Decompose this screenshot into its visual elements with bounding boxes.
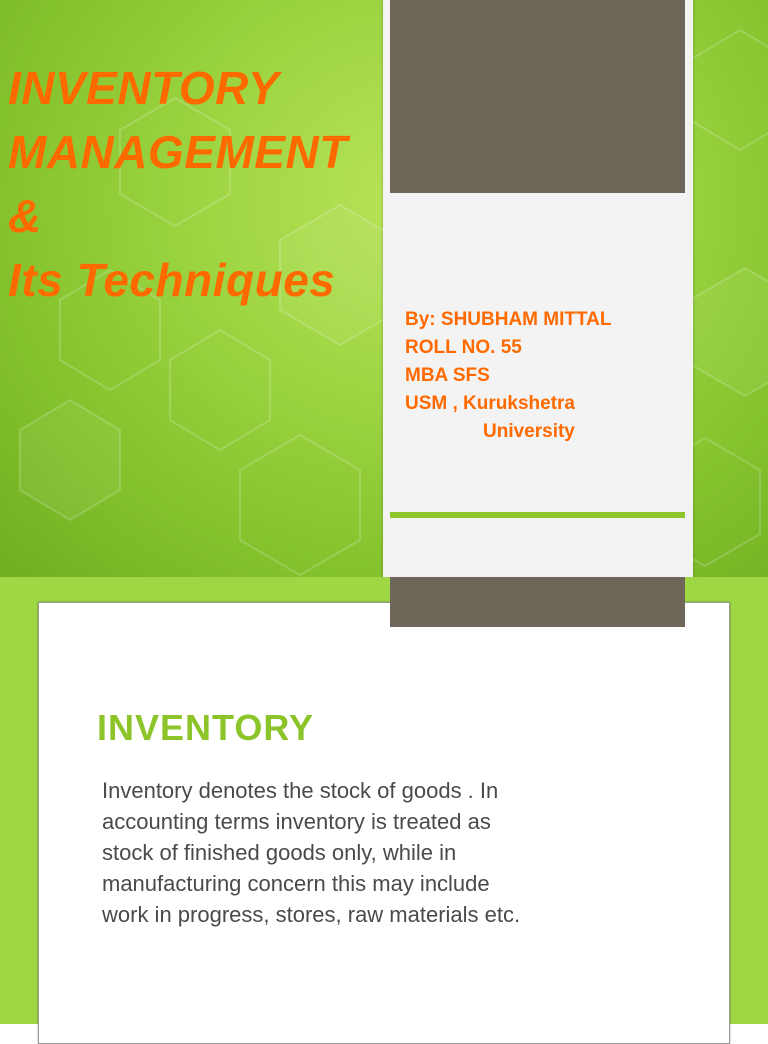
- panel-top-block: [390, 0, 685, 193]
- body-line: accounting terms inventory is treated as: [102, 809, 491, 834]
- slide-title: [8, 56, 428, 312]
- title-line: &: [8, 190, 42, 242]
- byline-line: University: [483, 421, 575, 442]
- panel-accent-line: [390, 512, 685, 518]
- byline-line: By: SHUBHAM MITTAL: [405, 309, 612, 330]
- body-line: manufacturing concern this may include: [102, 871, 490, 896]
- byline-line: ROLL NO. 55: [405, 337, 522, 358]
- content-slide: [0, 577, 768, 1024]
- section-heading: INVENTORY: [97, 707, 315, 748]
- title-line: Its Techniques: [8, 254, 336, 306]
- body-line: work in progress, stores, raw materials etc.: [102, 902, 521, 927]
- panel-bottom-block: [390, 577, 685, 627]
- byline-line: USM , Kurukshetra: [405, 393, 575, 414]
- definition-text: [102, 775, 662, 930]
- title-line: MANAGEMENT: [8, 126, 348, 178]
- body-line: Inventory denotes the stock of goods . In: [102, 778, 499, 803]
- author-byline: [405, 306, 612, 446]
- byline-line: MBA SFS: [405, 365, 490, 386]
- body-line: stock of finished goods only, while in: [102, 840, 457, 865]
- title-line: INVENTORY: [8, 62, 280, 114]
